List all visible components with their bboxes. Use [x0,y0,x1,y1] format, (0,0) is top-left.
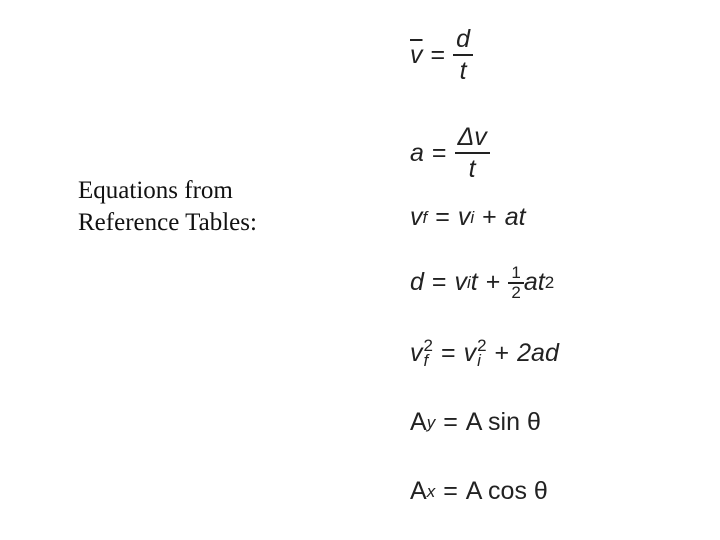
fraction-denominator: t [459,57,467,85]
term-a-cos-theta: A cos θ [465,477,548,505]
subscript-f: f [422,207,428,227]
equals-sign: = [430,40,446,69]
subscript-i: i [470,207,475,227]
plus-sign: + [494,338,510,367]
term-a-sin-theta: A sin θ [465,408,541,436]
sub-sup-f [424,338,433,368]
reference-tables-caption [78,175,257,239]
equals-sign: = [435,203,450,231]
term-at: at [523,268,545,297]
exponent-2: 2 [477,336,487,355]
equation-displacement [410,264,554,302]
displacement-symbol: d [410,268,424,297]
subscript-i: i [477,351,481,370]
fraction-denominator: t [468,155,476,183]
equation-x-component [410,477,548,506]
equals-sign: = [440,338,456,367]
velocity-symbol: v [454,268,468,297]
fraction-numerator: Δv [457,123,487,151]
acceleration-symbol: a [410,138,424,167]
subscript-x: x [426,481,436,501]
caption-line-1: Equations from [78,177,233,204]
equation-y-component [410,408,541,437]
subscript-y: y [426,412,436,432]
vector-a-symbol: A [410,408,427,436]
fraction-denominator: 2 [511,282,521,302]
caption-line-2: Reference Tables: [78,209,257,236]
equation-average-velocity [410,24,473,86]
equation-velocity-squared [410,338,559,368]
equals-sign: = [431,268,447,297]
equation-final-velocity [410,203,526,232]
exponent-2: 2 [544,272,555,292]
average-velocity-symbol: $\overline{v}$ [410,40,423,69]
fraction-d-over-t [453,24,473,86]
subscript-i: i [467,272,471,292]
vector-a-symbol: A [410,477,427,505]
velocity-symbol: v [457,203,471,231]
time-symbol: t [470,268,478,297]
equals-sign: = [443,408,458,436]
velocity-symbol: v [410,203,423,231]
equation-acceleration [410,122,490,184]
plus-sign: + [482,203,497,231]
velocity-symbol: v [463,338,477,367]
equals-sign: = [431,138,447,167]
exponent-2: 2 [423,336,433,355]
fraction-numerator: d [456,25,471,53]
fraction-numerator: 1 [511,263,521,282]
plus-sign: + [485,268,501,297]
fraction-one-half [508,264,523,302]
fraction-delta-v-over-t [455,122,490,184]
velocity-symbol: v [410,338,423,367]
equals-sign: = [443,477,458,505]
term-2ad: 2ad [517,338,559,367]
sub-sup-i [477,338,486,368]
subscript-f: f [423,351,429,370]
term-at: at [504,203,526,231]
